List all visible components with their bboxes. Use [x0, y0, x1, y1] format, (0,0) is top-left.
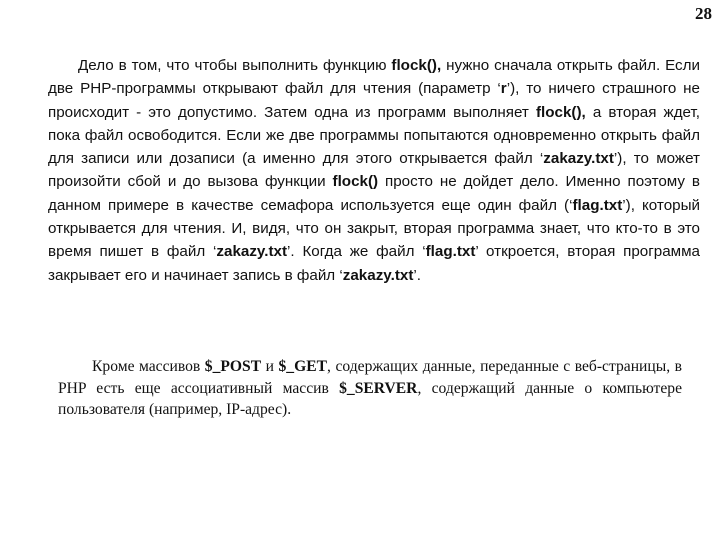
code-flock: flock(), [391, 57, 442, 74]
code-param-r: r [500, 80, 507, 98]
text-segment: ’), то ничего страшного не происходит - это допустимо. Затем одна из программ выполняет [48, 80, 700, 121]
text-segment: ’ откроется, вторая программа закрывает его и начинает запись в файл ‘ [48, 243, 701, 284]
text-segment: , содержащий данные о компьютере пользователя (например, IP-адрес). [58, 379, 683, 419]
code-zakazy-file: zakazy.txt [216, 243, 288, 261]
code-zakazy-file: zakazy.txt [342, 266, 414, 284]
code-post: $_POST [204, 358, 262, 375]
text-segment: и [261, 358, 279, 375]
text-segment: ’. [413, 266, 421, 284]
code-flock: flock(), [535, 103, 586, 121]
code-flag-file: flag.txt [572, 196, 623, 214]
paragraph-server-array [58, 356, 682, 421]
text-segment: а вторая ждет, пока файл освободится. Если же две программы попытаются одновременно открыть файл для записи или дозаписи (а именно для этого открывается файл ‘ [48, 103, 700, 168]
text-segment: просто не дойдет дело. Именно поэтому в данном примере в качестве семафора используется еще один файл (‘ [48, 173, 700, 214]
text-segment: ’), который открывается для чтения. И, видя, что он закрыт, вторая программа знает, что кто-то в это время пишет в файл ‘ [48, 196, 700, 261]
paragraph-flock [48, 54, 700, 287]
code-zakazy-file: zakazy.txt [543, 150, 614, 168]
text-segment: ’), то может произойти сбой и до вызова функции [48, 150, 700, 191]
text-segment: нужно сначала открыть файл. Если две PHP-программы открывают файл для чтения (параметр ‘ [48, 57, 700, 98]
code-flock: flock() [332, 173, 379, 191]
text-segment: Кроме массивов [92, 358, 205, 375]
page-number: 28 [695, 4, 712, 23]
code-server: $_SERVER [339, 379, 418, 397]
text-segment: Дело в том, что чтобы выполнить функцию [78, 57, 392, 74]
code-get: $_GET [278, 358, 328, 375]
code-flag-file: flag.txt [425, 243, 476, 261]
text-segment: , содержащих данные, переданные с веб-страницы, в PHP есть еще ассоциативный массив [58, 358, 682, 397]
text-segment: ’. Когда же файл ‘ [287, 243, 426, 261]
